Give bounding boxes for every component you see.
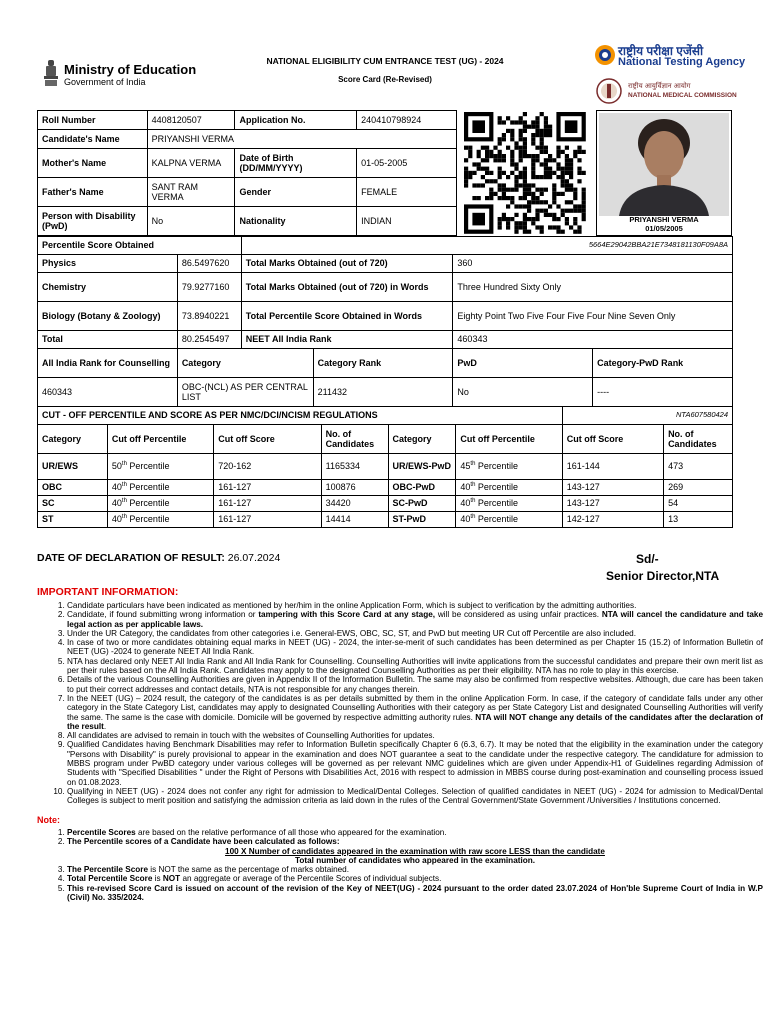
list-item: 9. Qualified Candidates having Benchmark Disabilities may refer to Information Bulletin specifically Chapter 6 (6.3, 6.7). It may be noted that the eligibility in the examination under the category "Persons with Disability" is purely provisional to appear in the examination and does NOT guarantee a seat to the candidate under the respective category. The candidature for admission to MBBS program under PwBD category under various colleges will be governed as per relevant NMC guidelines which are given under Appendix-H1 of Guidelines regarding Admission of Students with "Specified Disabilities " under the Right of Persons with Disabilities Act, 2016 with respect to admission in MBBS course during post-examination and counselling process issued on 01.08.2023.: [67, 740, 763, 786]
table-row: [38, 496, 733, 512]
cutoff-candidates-pwd: 269: [664, 480, 733, 496]
candidate-name-label: Candidate's Name: [38, 130, 148, 149]
application-no-label: Application No.: [235, 111, 357, 130]
table-row: [38, 454, 733, 480]
candidate-photo-box: [596, 110, 732, 236]
list-item: 4. Total Percentile Score is NOT an aggregate or average of the Percentile Scores of individual subjects.: [67, 874, 763, 883]
dob-label: Date of Birth (DD/MM/YYYY): [235, 149, 357, 178]
nta-english-name: National Testing Agency: [618, 56, 746, 68]
candidate-name-value: PRIYANSHI VERMA: [147, 130, 456, 149]
chemistry-label: Chemistry: [38, 273, 178, 302]
formula-numerator: 100 X Number of candidates appeared in the examination with raw score LESS than the candidate: [225, 846, 605, 856]
nationality-label: Nationality: [235, 207, 357, 236]
category-rank-value: 211432: [313, 378, 453, 407]
cutoff-percentile-pwd: 40th Percentile: [456, 496, 562, 512]
note-list: [37, 828, 763, 902]
cutoff-candidates: 14414: [321, 512, 388, 528]
pwd-header-label: PwD: [453, 349, 593, 378]
pwd-header-value: No: [453, 378, 593, 407]
list-item: 3. The Percentile Score is NOT the same as the percentage of marks obtained.: [67, 865, 763, 874]
cutoff-candidates: 1165334: [321, 454, 388, 480]
photo-candidate-dob: 01/05/2005: [645, 224, 683, 233]
signatory-title: Senior Director,NTA: [606, 569, 720, 583]
list-item: 10. Qualifying in NEET (UG) - 2024 does not confer any right for admission to Medical/Dental Colleges. Selection of qualified candidates in NEET (UG) - 2024 for admission to Medical/Dental Colleges is subject to merit position and satisfying the admission criteria as laid down in the rules of the Central Government/State Government /Universities / Institutions concerned.: [67, 787, 763, 806]
cutoff-percentile-pwd: 40th Percentile: [456, 512, 562, 528]
nta-hindi-name: राष्ट्रीय परीक्षा एजेंसी: [618, 44, 704, 58]
cutoff-percentile: 40th Percentile: [107, 512, 213, 528]
cutoff-category: UR/EWS: [38, 454, 108, 480]
cutoff-candidates-pwd: 54: [664, 496, 733, 512]
chemistry-percentile: 79.9277160: [177, 273, 241, 302]
nta-emblem-icon: [594, 44, 616, 66]
list-item: 8. All candidates are advised to remain in touch with the websites of Counselling Authorities for updates.: [67, 731, 763, 740]
note-title: Note:: [37, 815, 60, 825]
nta-logo: [594, 42, 744, 72]
cutoff-header: No. of Candidates: [321, 425, 388, 454]
cutoff-candidates: 100876: [321, 480, 388, 496]
cutoff-header-row: [38, 425, 733, 454]
signature-sd: Sd/-: [636, 552, 659, 566]
physics-percentile: 86.5497620: [177, 255, 241, 273]
table-row: [38, 512, 733, 528]
qr-code: [460, 110, 590, 235]
nationality-value: INDIAN: [357, 207, 457, 236]
dob-value: 01-05-2005: [357, 149, 457, 178]
nmc-emblem-icon: [596, 78, 622, 104]
percentile-words-value: Eighty Point Two Five Four Five Four Nine Seven Only: [453, 302, 733, 331]
list-item: 4. In case of two or more candidates obtaining equal marks in NEET (UG) - 2024, the inter-se-merit of such candidates has been determined as per Chapter 15 (15.2) of Information Bulletin of NEET (UG) -2024 to generate NEET All India Rank.: [67, 638, 763, 657]
counselling-rank-value: 460343: [38, 378, 178, 407]
declaration-label: DATE OF DECLARATION OF RESULT:: [37, 552, 225, 564]
mother-name-label: Mother's Name: [38, 149, 148, 178]
roll-number-value: 4408120507: [147, 111, 235, 130]
category-pwd-rank-label: Category-PwD Rank: [593, 349, 733, 378]
cutoff-score-pwd: 143-127: [562, 480, 663, 496]
cutoff-table: [37, 406, 733, 528]
cutoff-header: Category: [388, 425, 456, 454]
list-item: 1. Percentile Scores are based on the relative performance of all those who appeared for the examination.: [67, 828, 763, 837]
important-info-title: IMPORTANT INFORMATION:: [37, 586, 179, 598]
category-rank-label: Category Rank: [313, 349, 453, 378]
cutoff-candidates-pwd: 13: [664, 512, 733, 528]
cutoff-category: ST: [38, 512, 108, 528]
cutoff-header: Category: [38, 425, 108, 454]
important-info-list: [37, 601, 763, 806]
pwd-label: Person with Disability (PwD): [38, 207, 148, 236]
cutoff-category-pwd: UR/EWS-PwD: [388, 454, 456, 480]
person-photo-icon: [599, 113, 729, 216]
list-item: 6. Details of the various Counselling Authorities are given in Appendix II of the Information Bulletin. The same may also be confirmed from respective websites. Although, due care has been taken to put their correct addresses and contact details, NTA is not responsible for any changes therein.: [67, 675, 763, 694]
ministry-title: Ministry of Education: [64, 62, 197, 77]
cutoff-header: No. of Candidates: [664, 425, 733, 454]
category-value: OBC-(NCL) AS PER CENTRAL LIST: [177, 378, 313, 407]
table-row: [38, 480, 733, 496]
cutoff-header: Cut off Percentile: [456, 425, 562, 454]
cutoff-title: CUT - OFF PERCENTILE AND SCORE AS PER NMC/DCI/NCISM REGULATIONS: [38, 407, 563, 425]
category-label: Category: [177, 349, 313, 378]
physics-label: Physics: [38, 255, 178, 273]
biology-percentile: 73.8940221: [177, 302, 241, 331]
cutoff-percentile: 50th Percentile: [107, 454, 213, 480]
cutoff-percentile-pwd: 40th Percentile: [456, 480, 562, 496]
cutoff-percentile: 40th Percentile: [107, 480, 213, 496]
list-item: 5. This re-revised Score Card is issued on account of the revision of the Key of NEET(UG) - 2024 pursuant to the order dated 23.07.2024 of Hon'ble Supreme Court of India in W.P (Civil) No. 335/2024.: [67, 884, 763, 903]
photo-candidate-name: PRIYANSHI VERMA: [629, 215, 699, 224]
card-title: Score Card (Re-Revised): [338, 75, 432, 84]
list-item: 3. Under the UR Category, the candidates from other categories i.e. General-EWS, OBC, SC, ST, and PwD but meeting UR Cut off Percentile are also included.: [67, 629, 763, 638]
declaration-value: 26.07.2024: [224, 552, 281, 564]
cutoff-score-pwd: 143-127: [562, 496, 663, 512]
total-marks-words-value: Three Hundred Sixty Only: [453, 273, 733, 302]
cutoff-category-pwd: SC-PwD: [388, 496, 456, 512]
cutoff-score: 161-127: [214, 496, 321, 512]
declaration-date: [37, 552, 280, 564]
cutoff-header: Cut off Percentile: [107, 425, 213, 454]
ministry-subtitle: Government of India: [64, 77, 146, 87]
total-marks-label: Total Marks Obtained (out of 720): [241, 255, 453, 273]
cutoff-score: 161-127: [214, 480, 321, 496]
roll-number-label: Roll Number: [38, 111, 148, 130]
cutoff-candidates-pwd: 473: [664, 454, 733, 480]
pwd-value: No: [147, 207, 235, 236]
list-item: 2. The Percentile scores of a Candidate have been calculated as follows: 100 X Number of candidates appeared in the examination with raw score LESS than the candidate Total number of candidates who appeared in the examination.: [67, 837, 763, 865]
ministry-logo: [40, 58, 200, 90]
category-pwd-rank-value: ----: [593, 378, 733, 407]
cutoff-category-pwd: ST-PwD: [388, 512, 456, 528]
total-label: Total: [38, 331, 178, 349]
father-name-value: SANT RAM VERMA: [147, 178, 235, 207]
application-no-value: 240410798924: [357, 111, 457, 130]
cutoff-reference: NTA607580424: [562, 407, 732, 425]
cutoff-category: OBC: [38, 480, 108, 496]
counselling-rank-label: All India Rank for Counselling: [38, 349, 178, 378]
nmc-hindi-name: राष्ट्रीय आयुर्विज्ञान आयोग: [628, 83, 691, 90]
national-emblem-icon: [42, 58, 60, 88]
list-item: 7. In the NEET (UG) – 2024 result, the category of the candidates is as per details submitted by them in the online Application Form. In case, if the category of candidate falls under any other category in the State Category List, candidates may apply to designated Counselling Authorities with their category as per State Category List and designated Counselling Authorities will verify the same. The same is the case with domicile. Domicile will be governed by respective admitting authority rules. NTA will NOT change any details of the candidates after the declaration of the result.: [67, 694, 763, 731]
cutoff-score-pwd: 161-144: [562, 454, 663, 480]
nmc-logo: [596, 78, 746, 106]
percentile-score-label: Percentile Score Obtained: [38, 237, 242, 255]
father-name-label: Father's Name: [38, 178, 148, 207]
scores-table: [37, 236, 733, 407]
cutoff-percentile-pwd: 45th Percentile: [456, 454, 562, 480]
percentile-words-label: Total Percentile Score Obtained in Words: [241, 302, 453, 331]
cutoff-header: Cut off Score: [214, 425, 321, 454]
cutoff-candidates: 34420: [321, 496, 388, 512]
total-marks-value: 360: [453, 255, 733, 273]
cutoff-header: Cut off Score: [562, 425, 663, 454]
cutoff-percentile: 40th Percentile: [107, 496, 213, 512]
total-percentile: 80.2545497: [177, 331, 241, 349]
air-value: 460343: [453, 331, 733, 349]
formula-denominator: Total number of candidates who appeared in the examination.: [294, 855, 536, 865]
cutoff-category: SC: [38, 496, 108, 512]
exam-title: NATIONAL ELIGIBILITY CUM ENTRANCE TEST (UG) - 2024: [266, 56, 504, 66]
gender-value: FEMALE: [357, 178, 457, 207]
verification-hash: 5664E29042BBA21E7348181130F09A8A: [241, 237, 732, 255]
list-item: 2. Candidate, if found submitting wrong information or tampering with this Score Card at any stage, will be considered as using unfair practices. NTA will cancel the candidature and take legal action as per applicable laws.: [67, 610, 763, 629]
gender-label: Gender: [235, 178, 357, 207]
cutoff-score-pwd: 142-127: [562, 512, 663, 528]
nmc-english-name: NATIONAL MEDICAL COMMISSION: [628, 92, 737, 99]
mother-name-value: KALPNA VERMA: [147, 149, 235, 178]
candidate-details-table: [37, 110, 457, 236]
list-item: 5. NTA has declared only NEET All India Rank and All India Rank for Counselling. Counselling Authorities will invite applications from the successful candidates and prepare their own merit list as per their rules based on the All India Rank. Candidates may apply to the designated Counselling Authorities as per their eligibility. NTA has no role to play in this exercise.: [67, 657, 763, 676]
biology-label: Biology (Botany & Zoology): [38, 302, 178, 331]
cutoff-category-pwd: OBC-PwD: [388, 480, 456, 496]
cutoff-score: 720-162: [214, 454, 321, 480]
air-label: NEET All India Rank: [241, 331, 453, 349]
list-item: 1. Candidate particulars have been indicated as mentioned by her/him in the online Application Form, which is subject to verification by the admitting authorities.: [67, 601, 763, 610]
candidate-photo: [599, 113, 729, 216]
total-marks-words-label: Total Marks Obtained (out of 720) in Words: [241, 273, 453, 302]
cutoff-score: 161-127: [214, 512, 321, 528]
